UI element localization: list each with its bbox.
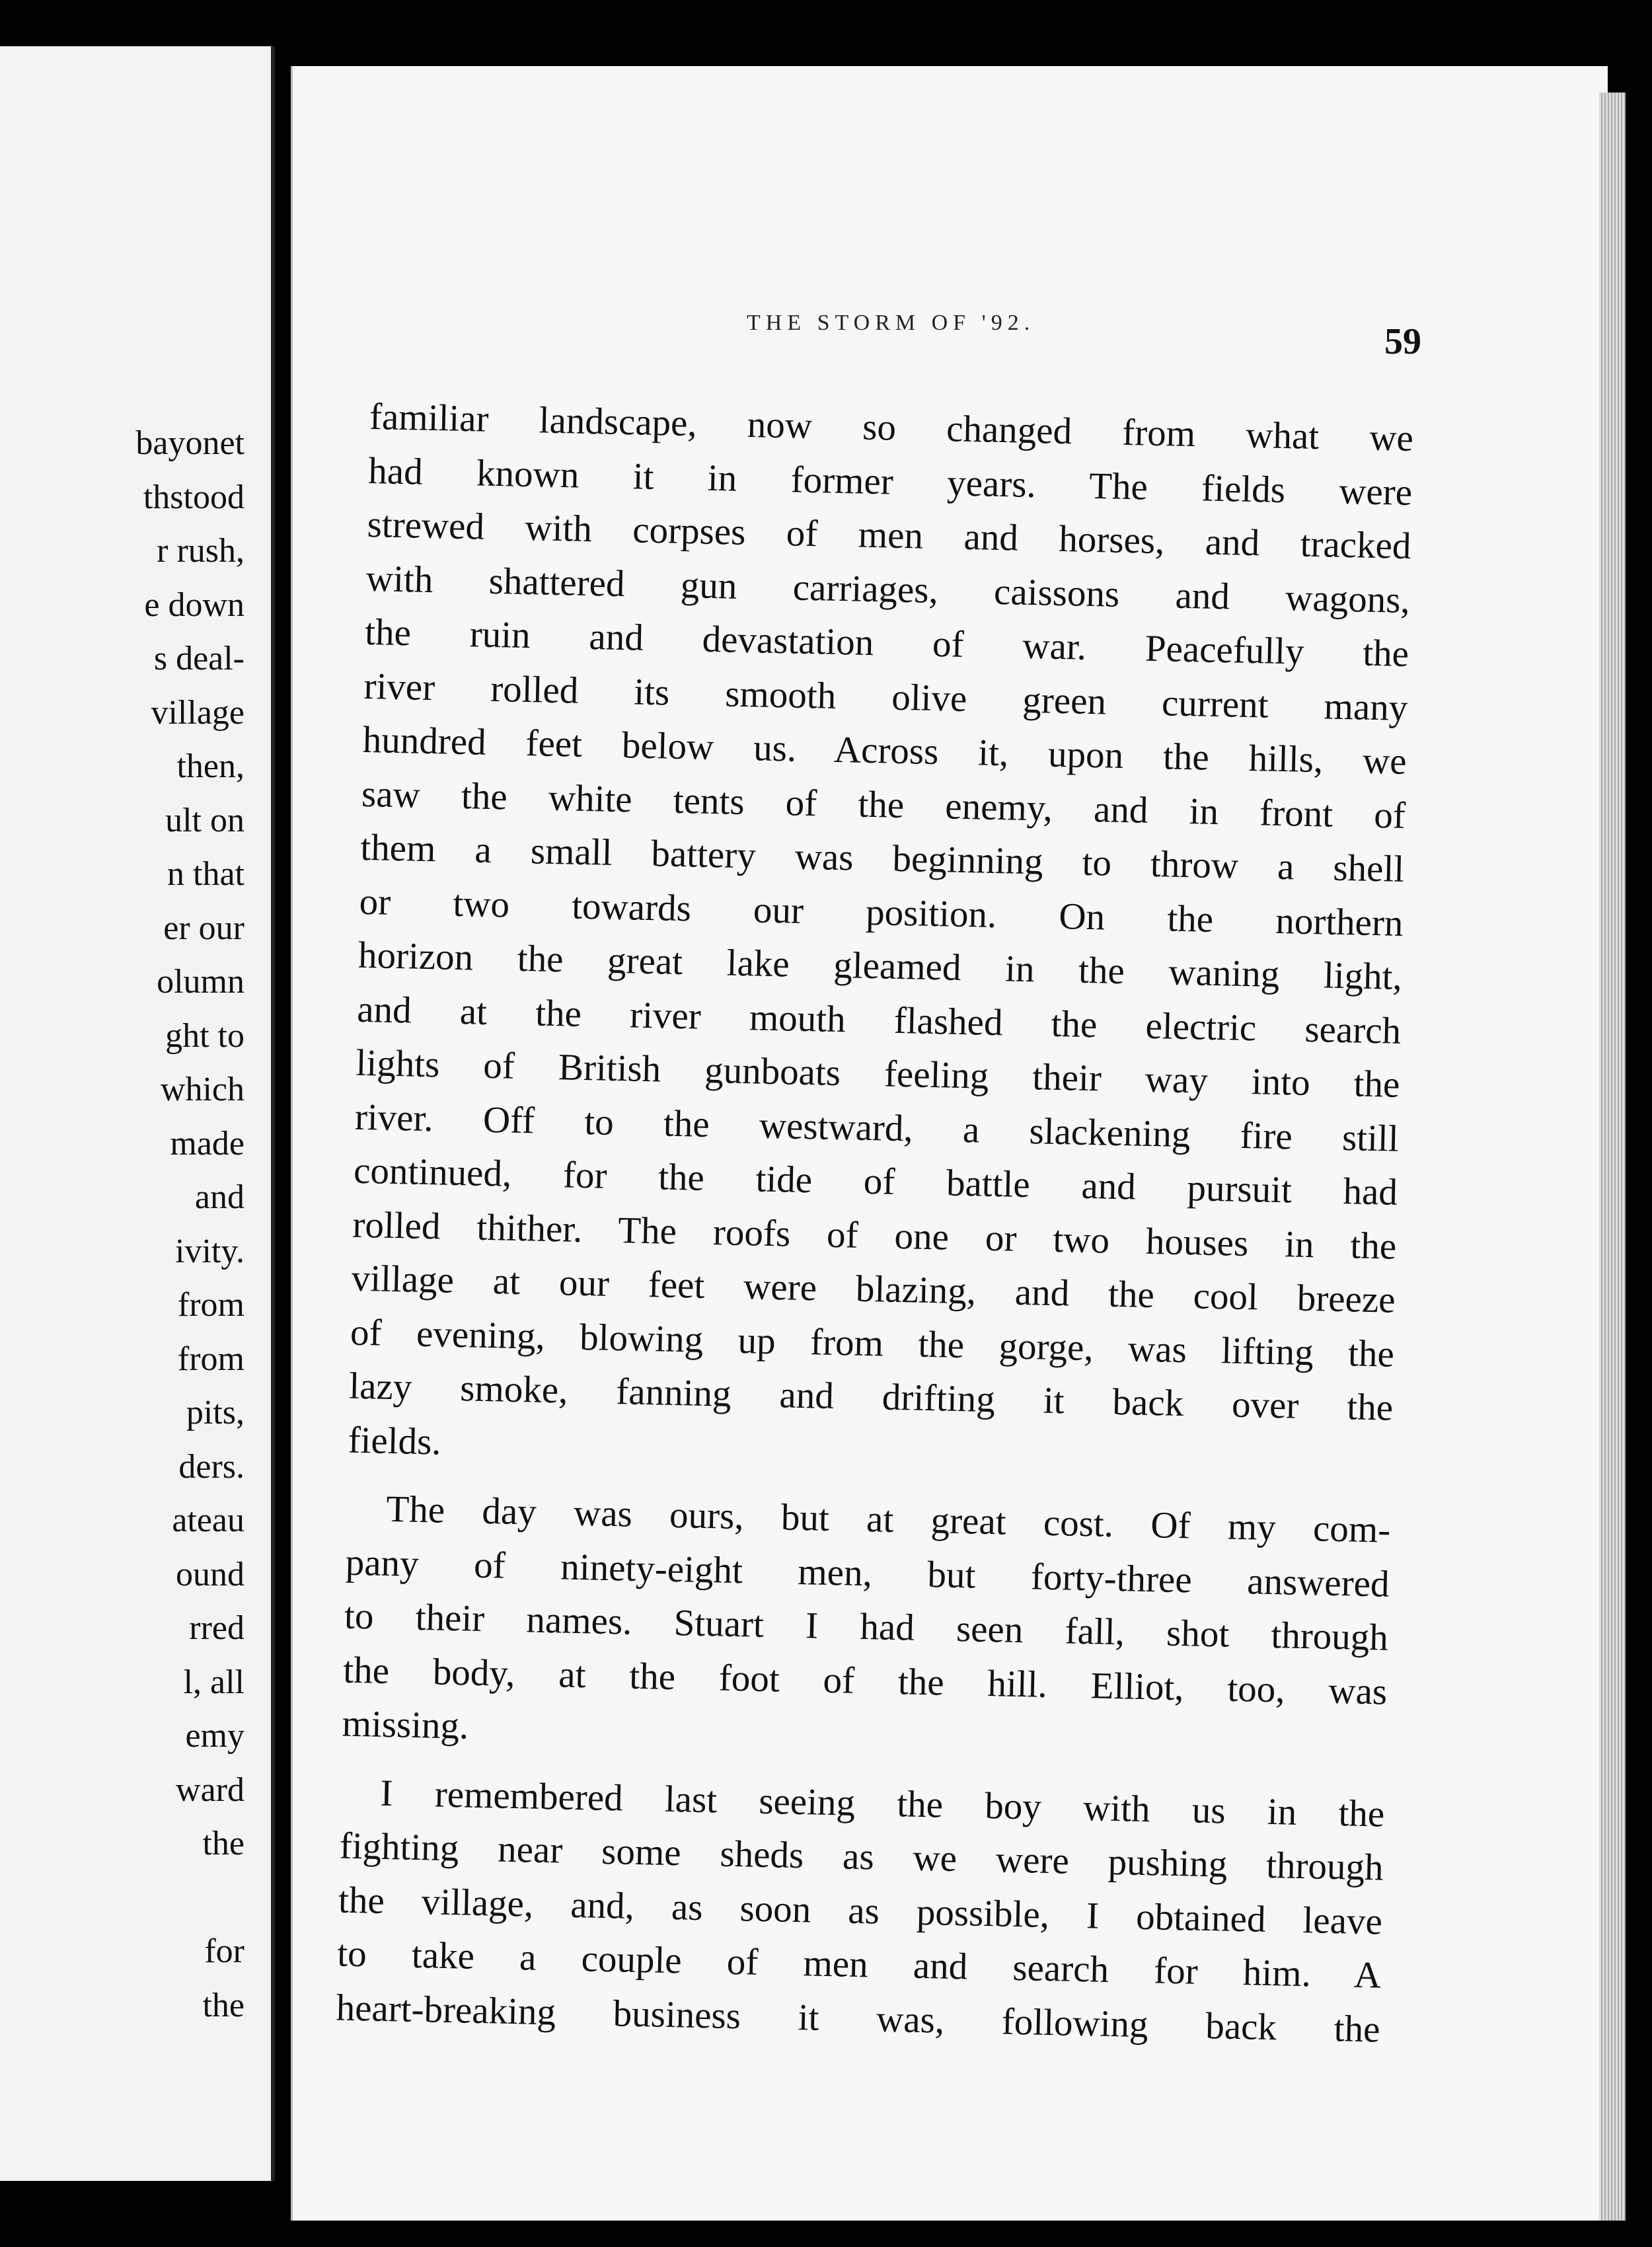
page-number: 59 (1384, 321, 1421, 362)
text-line: pany of ninety-eight men, but forty-three answered (345, 1541, 1390, 1605)
left-page-line: s deal- (153, 640, 244, 677)
left-page-line: which (160, 1071, 244, 1108)
left-page-line: ivity. (175, 1232, 244, 1270)
paragraph-2 (342, 1482, 1391, 1772)
text-line: fighting near some sheds as we were pushing through (339, 1825, 1384, 1889)
left-page-line: pits, (186, 1394, 244, 1431)
left-page (0, 46, 275, 2181)
left-page-line: r rush, (157, 532, 244, 570)
left-page-line: from (177, 1286, 244, 1324)
text-line: river rolled its smooth olive green current many (363, 665, 1408, 729)
left-page-line: for (204, 1932, 244, 1970)
text-line: lazy smoke, fanning and drifting it back over the (348, 1365, 1394, 1429)
text-line: to their names. Stuart I had seen fall, shot through (344, 1595, 1389, 1659)
left-page-line: village (151, 693, 244, 732)
left-page-line: then, (176, 747, 244, 785)
left-page-line: bayonet (135, 424, 244, 462)
left-page-line: l, all (183, 1663, 244, 1701)
text-line: the ruin and devastation of war. Peacefully the (364, 611, 1409, 675)
text-line: or two towards our position. On the northern (359, 880, 1404, 944)
left-page-line: rred (189, 1609, 244, 1647)
text-line: I remembered last seeing the boy with us in the (379, 1772, 1385, 1835)
text-line: the village, and, as soon as possible, I obtained leave (338, 1879, 1383, 1943)
text-line: river. Off to the westward, a slackening fire still (354, 1096, 1400, 1160)
text-line: village at our feet were blazing, and the cool breeze (351, 1257, 1396, 1321)
text-line: to take a couple of men and search for him. A (336, 1932, 1382, 1997)
text-line: heart-breaking business it was, following back the (336, 1986, 1381, 2051)
paragraph-1 (348, 390, 1414, 1489)
text-line: strewed with corpses of men and horses, and tracked (367, 503, 1412, 568)
left-page-line (135, 1871, 244, 1925)
text-line: and at the river mouth flashed the electric search (356, 988, 1402, 1052)
left-page-line: thstood (143, 478, 244, 516)
text-line: The day was ours, but at great cost. Of my com- (385, 1488, 1391, 1551)
paragraph-3 (336, 1765, 1385, 2056)
left-page-line: from (177, 1340, 244, 1378)
text-line: the body, at the foot of the hill. Elliot, too, was (342, 1649, 1388, 1713)
left-page-line: ght to (165, 1016, 244, 1055)
text-line: with shattered gun carriages, caissons and wagons, (365, 557, 1411, 621)
left-page-line: olumn (157, 963, 244, 1001)
left-page-line: the (202, 1825, 244, 1862)
left-page-line: and (194, 1178, 244, 1216)
text-line: hundred feet below us. Across it, upon the hills, we (362, 718, 1408, 782)
left-page-text (135, 416, 244, 2032)
left-page-line: made (170, 1124, 244, 1162)
body-text (336, 390, 1414, 2057)
left-page-line: ateau (172, 1502, 244, 1539)
text-line: familiar landscape, now so changed from what we (369, 395, 1414, 460)
text-line: missing. (342, 1702, 469, 1747)
text-line: rolled thither. The roofs of one or two houses in the (352, 1203, 1397, 1268)
text-line: lights of British gunboats feeling their way into the (356, 1042, 1400, 1106)
text-line: saw the white tents of the enemy, and in front of (361, 773, 1406, 837)
left-page-line: e down (144, 586, 244, 624)
left-page-line: ound (176, 1555, 244, 1593)
text-line: had known it in former years. The fields were (367, 449, 1413, 514)
left-page-line: emy (185, 1717, 244, 1755)
left-page-line: n that (167, 855, 244, 893)
left-page-line: ders. (178, 1447, 244, 1486)
left-page-line: ult on (165, 801, 244, 839)
running-title: THE STORM OF '92. (747, 311, 1035, 335)
page-edge (1599, 93, 1626, 2221)
text-line: of evening, blowing up from the gorge, was lifting the (350, 1311, 1395, 1375)
left-page-line: ward (176, 1771, 244, 1809)
text-line: continued, for the tide of battle and pursuit had (353, 1149, 1398, 1213)
text-line: horizon the great lake gleamed in the waning light, (357, 934, 1403, 998)
text-line: fields. (348, 1419, 442, 1463)
left-page-line: er our (163, 909, 244, 947)
left-page-line: the (202, 1986, 244, 2024)
text-line: them a small battery was beginning to throw a shell (359, 826, 1405, 890)
